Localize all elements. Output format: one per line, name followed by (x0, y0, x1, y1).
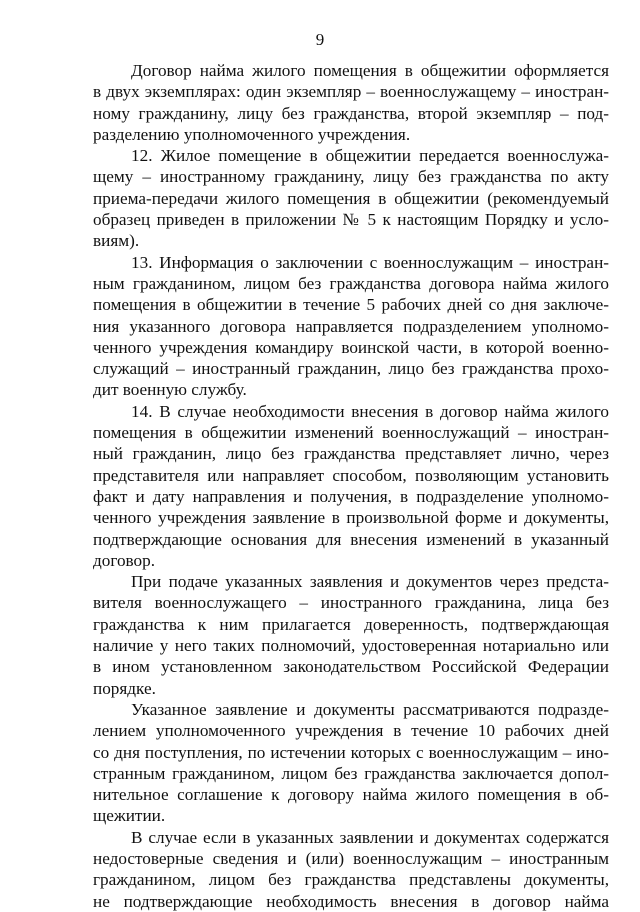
text-line: вителя военнослужащего – иностранного гражданина, лица без (93, 593, 609, 613)
text-line: виям). (93, 231, 140, 251)
text-line: 13. Информация о заключении с военнослужащим – иностран- (131, 252, 609, 272)
text-line: представителя или направляет способом, позволяющим установить (93, 465, 609, 485)
text-line: недостоверные сведения и (или) военнослужащим – иностранным (93, 848, 609, 868)
text-line: ному гражданину, лицу без гражданства, второй экземпляр – под- (93, 103, 609, 123)
text-line: 12. Жилое помещение в общежитии передается военнослужа- (131, 146, 609, 166)
text-line: в ином установленном законодательством Российской Федерации (93, 657, 609, 677)
text-line: помещения в общежитии изменений военнослужащий – иностран- (93, 423, 609, 443)
text-line: нительное соглашение к договору найма жилого помещения в об- (93, 785, 609, 805)
text-line: ченного учреждения командиру воинской части, в которой военно- (93, 337, 609, 357)
document-body (93, 60, 609, 912)
text-line: щему – иностранному гражданину, лицу без гражданства по акту (93, 167, 609, 187)
text-line: порядке. (93, 678, 156, 698)
text-line: гражданства к ним прилагается доверенность, подтверждающая (93, 614, 609, 634)
text-line: Указанное заявление и документы рассматриваются подразде- (131, 699, 609, 719)
text-line: со дня поступления, по истечении которых с военнослужащим – ино- (93, 742, 609, 762)
text-line: При подаче указанных заявления и документов через предста- (131, 572, 609, 592)
text-line: наличие у него таких полномочий, удостоверенная нотариально или (93, 636, 609, 656)
text-line: образец приведен в приложении № 5 к настоящим Порядку и усло- (93, 210, 609, 230)
text-line: странным гражданином, лицом без гражданства заключается допол- (93, 763, 609, 783)
text-line: подтверждающие основания для внесения изменений в указанный (93, 529, 609, 549)
text-line: служащий – иностранный гражданин, лицо без гражданства прохо- (93, 359, 609, 379)
text-line: гражданином, лицом без гражданства представлены документы, (93, 870, 609, 890)
text-line: ный гражданин, лицо без гражданства представляет лично, через (93, 444, 609, 464)
text-line: 14. В случае необходимости внесения в договор найма жилого (131, 401, 609, 421)
text-line: договор. (93, 550, 156, 570)
text-line: В случае если в указанных заявлении и документах содержатся (131, 827, 609, 847)
text-line: ния указанного договора направляется подразделением уполномо- (93, 316, 609, 336)
text-line: дит военную службу. (93, 380, 247, 400)
text-line: ченного учреждения заявление в произвольной форме и документы, (93, 508, 609, 528)
page-number: 9 (315, 30, 325, 49)
text-line: щежитии. (93, 806, 166, 826)
text-line: помещения в общежитии в течение 5 рабочих дней со дня заключе- (93, 295, 609, 315)
text-line: факт и дату направления и получения, в подразделение уполномо- (93, 486, 609, 506)
text-line: не подтверждающие необходимость внесения в договор найма (93, 891, 609, 911)
text-line: разделению уполномоченного учреждения. (93, 124, 411, 144)
text-line: Договор найма жилого помещения в общежитии оформляется (131, 61, 609, 80)
text-line: ным гражданином, лицом без гражданства договора найма жилого (93, 273, 609, 293)
text-line: в двух экземплярах: один экземпляр – военнослужащему – иностран- (93, 82, 609, 102)
text-line: лением уполномоченного учреждения в течение 10 рабочих дней (93, 721, 609, 741)
text-line: приема-передачи жилого помещения в общежитии (рекомендуемый (93, 188, 609, 208)
